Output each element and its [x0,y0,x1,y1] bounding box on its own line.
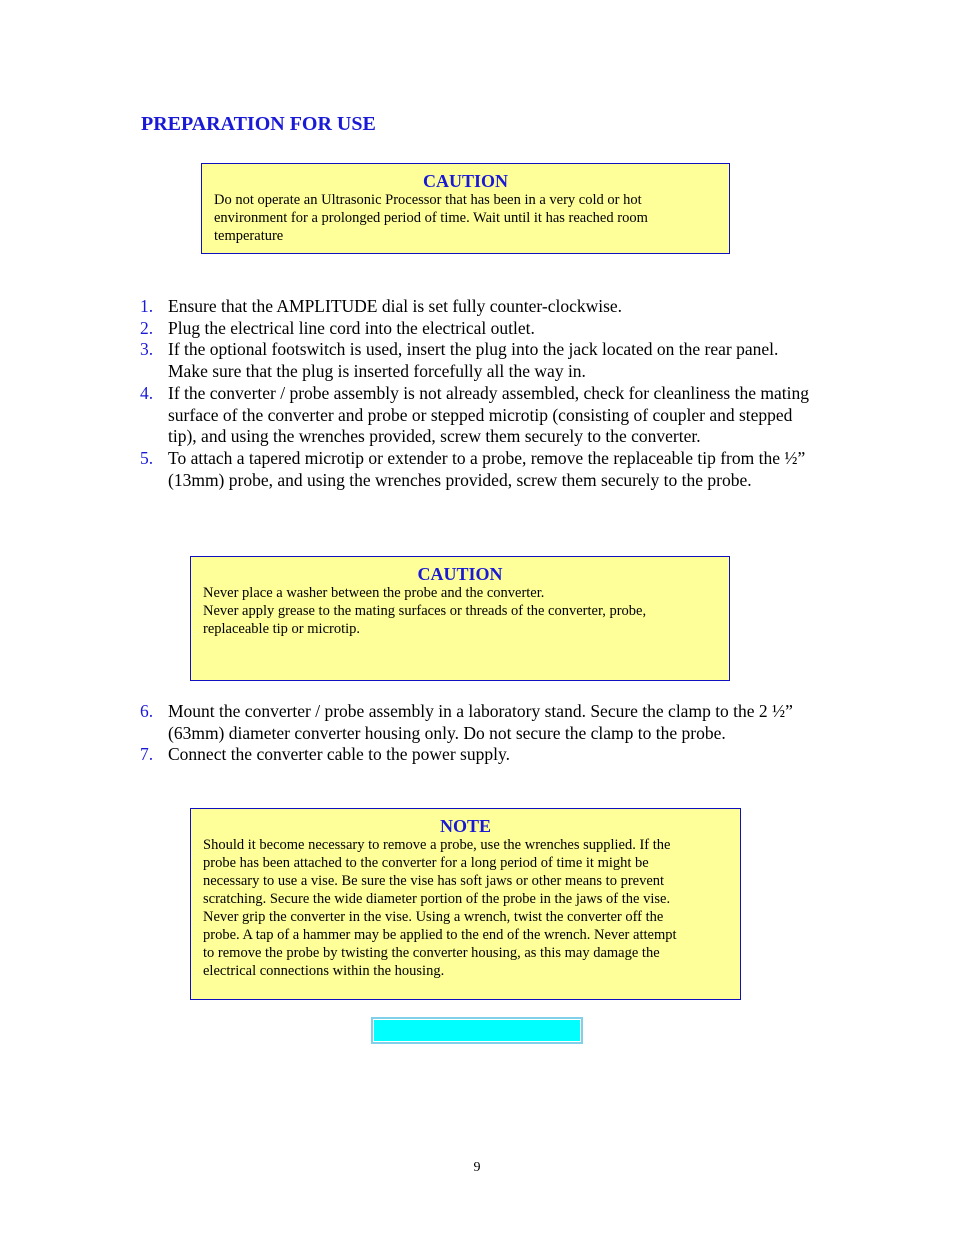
page-number: 9 [473,1160,481,1175]
section-heading: PREPARATION FOR USE [141,113,376,135]
step-item-4 [140,383,820,448]
step-item-6 [140,701,820,744]
step-number: 2. [140,317,154,338]
step-number: 3. [140,339,154,360]
note-line: necessary to use a vise. Be sure the vise has soft jaws or other means to prevent [203,873,665,889]
caution-box-temperature [201,163,730,254]
caution-line: replaceable tip or microtip. [203,621,361,637]
step-text: Plug the electrical line cord into the electrical outlet. [168,317,535,338]
caution-line: Never place a washer between the probe and the converter. [203,585,545,601]
note-line: scratching. Secure the wide diameter portion of the probe in the jaws of the vise. [203,891,671,907]
note-title: NOTE [439,816,491,836]
note-box-probe-removal [190,808,741,1000]
step-item-3 [140,339,820,382]
step-number: 4. [140,382,154,403]
caution-line: Do not operate an Ultrasonic Processor that has been in a very cold or hot [214,192,642,208]
caution-line: temperature [214,228,284,244]
note-line: probe has been attached to the converter for a long period of time it might be [203,855,649,871]
note-line: Never grip the converter in the vise. Using a wrench, twist the converter off the [203,909,664,925]
step-item-7 [140,744,820,766]
step-text: If the converter / probe assembly is not already assembled, check for cleanliness the mating surface of the converter and probe or stepped microtip (consisting of coupler and stepped tip), and using the wrenches provided, screw them securely to the converter. [168,382,809,447]
note-line: electrical connections within the housing. [203,963,445,979]
caution-line: environment for a prolonged period of time. Wait until it has reached room [214,210,648,226]
note-line: Should it become necessary to remove a probe, use the wrenches supplied. If the [203,837,671,853]
step-number: 1. [140,296,154,316]
caution-line: Never apply grease to the mating surfaces or threads of the converter, probe, [203,603,647,619]
caution-box-washer-grease [190,556,730,681]
step-text: If the optional footswitch is used, insert the plug into the jack located on the rear panel. Make sure that the plug is inserted forcefully all the way in. [168,339,779,382]
step-number: 6. [140,701,154,721]
step-text: Ensure that the AMPLITUDE dial is set fully counter-clockwise. [168,296,623,316]
step-text: Connect the converter cable to the power supply. [168,744,510,765]
caution-title: CAUTION [417,564,503,584]
caution-title: CAUTION [422,171,508,191]
step-item-1 [140,296,820,318]
preparation-steps-list [140,296,820,491]
note-line: to remove the probe by twisting the converter housing, as this may damage the [203,945,660,961]
step-text: To attach a tapered microtip or extender to a probe, remove the replaceable tip from the ½” (13mm) probe, and using the wrenches provided, screw them securely to the probe. [168,447,806,490]
step-text: Mount the converter / probe assembly in a laboratory stand. Secure the clamp to the 2 ½” (63mm) diameter converter housing only. Do not secure the clamp to the probe. [168,701,793,743]
note-line: probe. A tap of a hammer may be applied to the end of the wrench. Never attempt [203,927,677,943]
step-item-2 [140,318,820,340]
step-number: 5. [140,447,154,468]
preparation-steps-list-continued [140,701,820,766]
navigation-button[interactable] [371,1017,583,1044]
step-number: 7. [140,744,154,765]
step-item-5 [140,448,820,491]
